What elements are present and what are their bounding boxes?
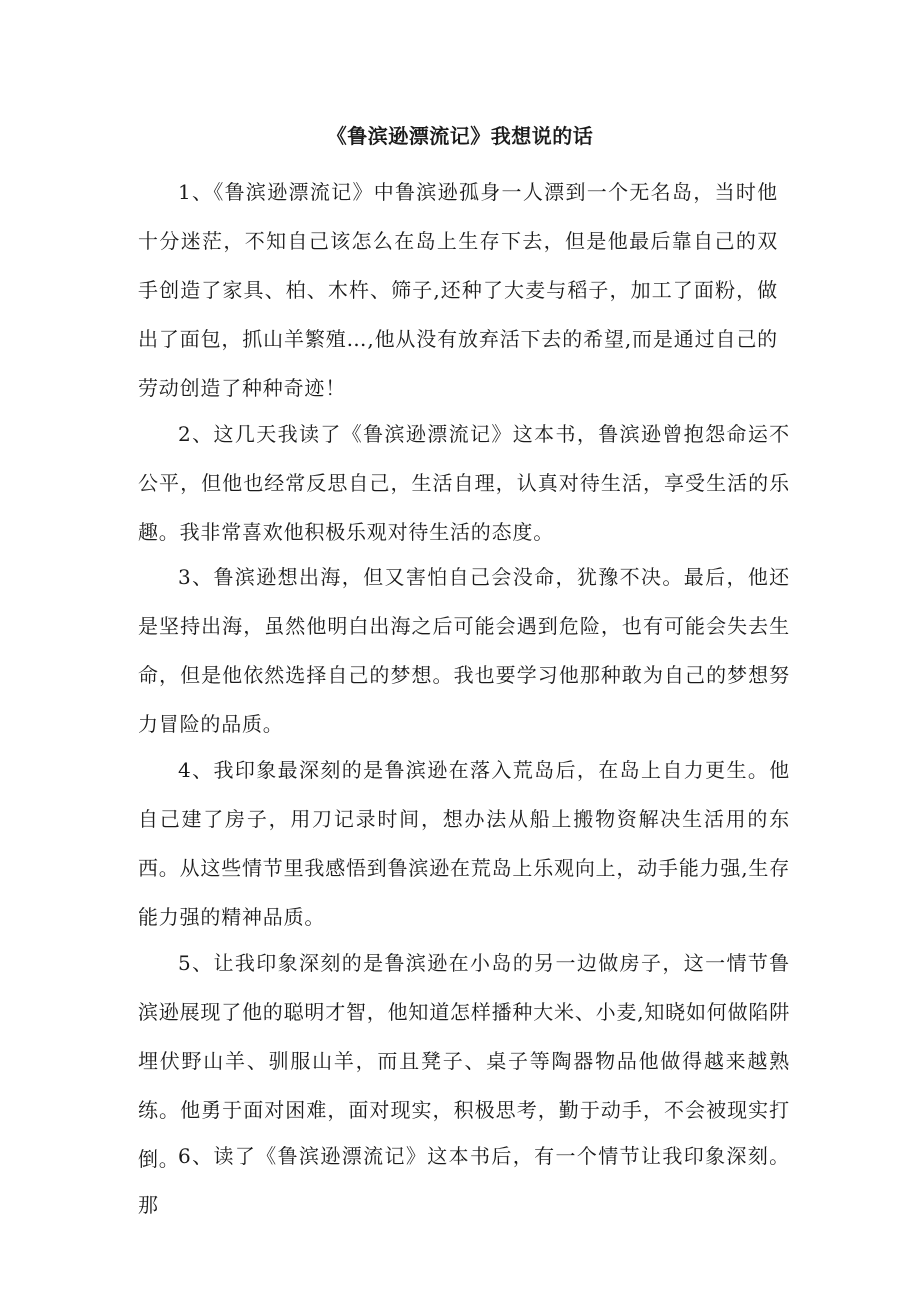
paragraph-6: 6、读了《鲁滨逊漂流记》这本书后，有一个情节让我印象深刻。那	[138, 1144, 790, 1217]
paragraph-2: 2、这几天我读了《鲁滨逊漂流记》这本书，鲁滨逊曾抱怨命运不公平，但他也经常反思自己，生活自理，认真对待生活，享受生活的乐趣。我非常喜欢他积极乐观对待生活的态度。	[138, 422, 790, 544]
page-title: 《鲁滨逊漂流记》我想说的话	[326, 124, 594, 148]
paragraph-5: 5、让我印象深刻的是鲁滨逊在小岛的另一边做房子，这一情节鲁滨逊展现了他的聪明才智，他知道怎样播种大米、小麦,知晓如何做陷阱埋伏野山羊、驯服山羊，而且凳子、桌子等陶器物品他做得越来越熟练。他勇于面对困难，面对现实，积极思考，勤于动手，不会被现实打倒。	[138, 951, 790, 1171]
paragraph-1: 1、《鲁滨逊漂流记》中鲁滨逊孤身一人漂到一个无名岛，当时他十分迷茫，不知自己该怎么在岛上生存下去，但是他最后靠自己的双手创造了家具、柏、木杵、筛子,还种了大麦与稻子，加工了面粉，做出了面包，抓山羊繁殖…,他从没有放弃活下去的希望,而是通过自己的劳动创造了种种奇迹！	[138, 180, 778, 400]
paragraph-3: 3、鲁滨逊想出海，但又害怕自己会没命，犹豫不决。最后，他还是坚持出海，虽然他明白出海之后可能会遇到危险，也有可能会失去生命，但是他依然选择自己的梦想。我也要学习他那种敢为自己的梦想努力冒险的品质。	[138, 565, 790, 736]
paragraph-4: 4、我印象最深刻的是鲁滨逊在落入荒岛后，在岛上自力更生。他自己建了房子，用刀记录时间，想办法从船上搬物资解决生活用的东西。从这些情节里我感悟到鲁滨逊在荒岛上乐观向上，动手能力强,生存能力强的精神品质。	[138, 758, 790, 929]
